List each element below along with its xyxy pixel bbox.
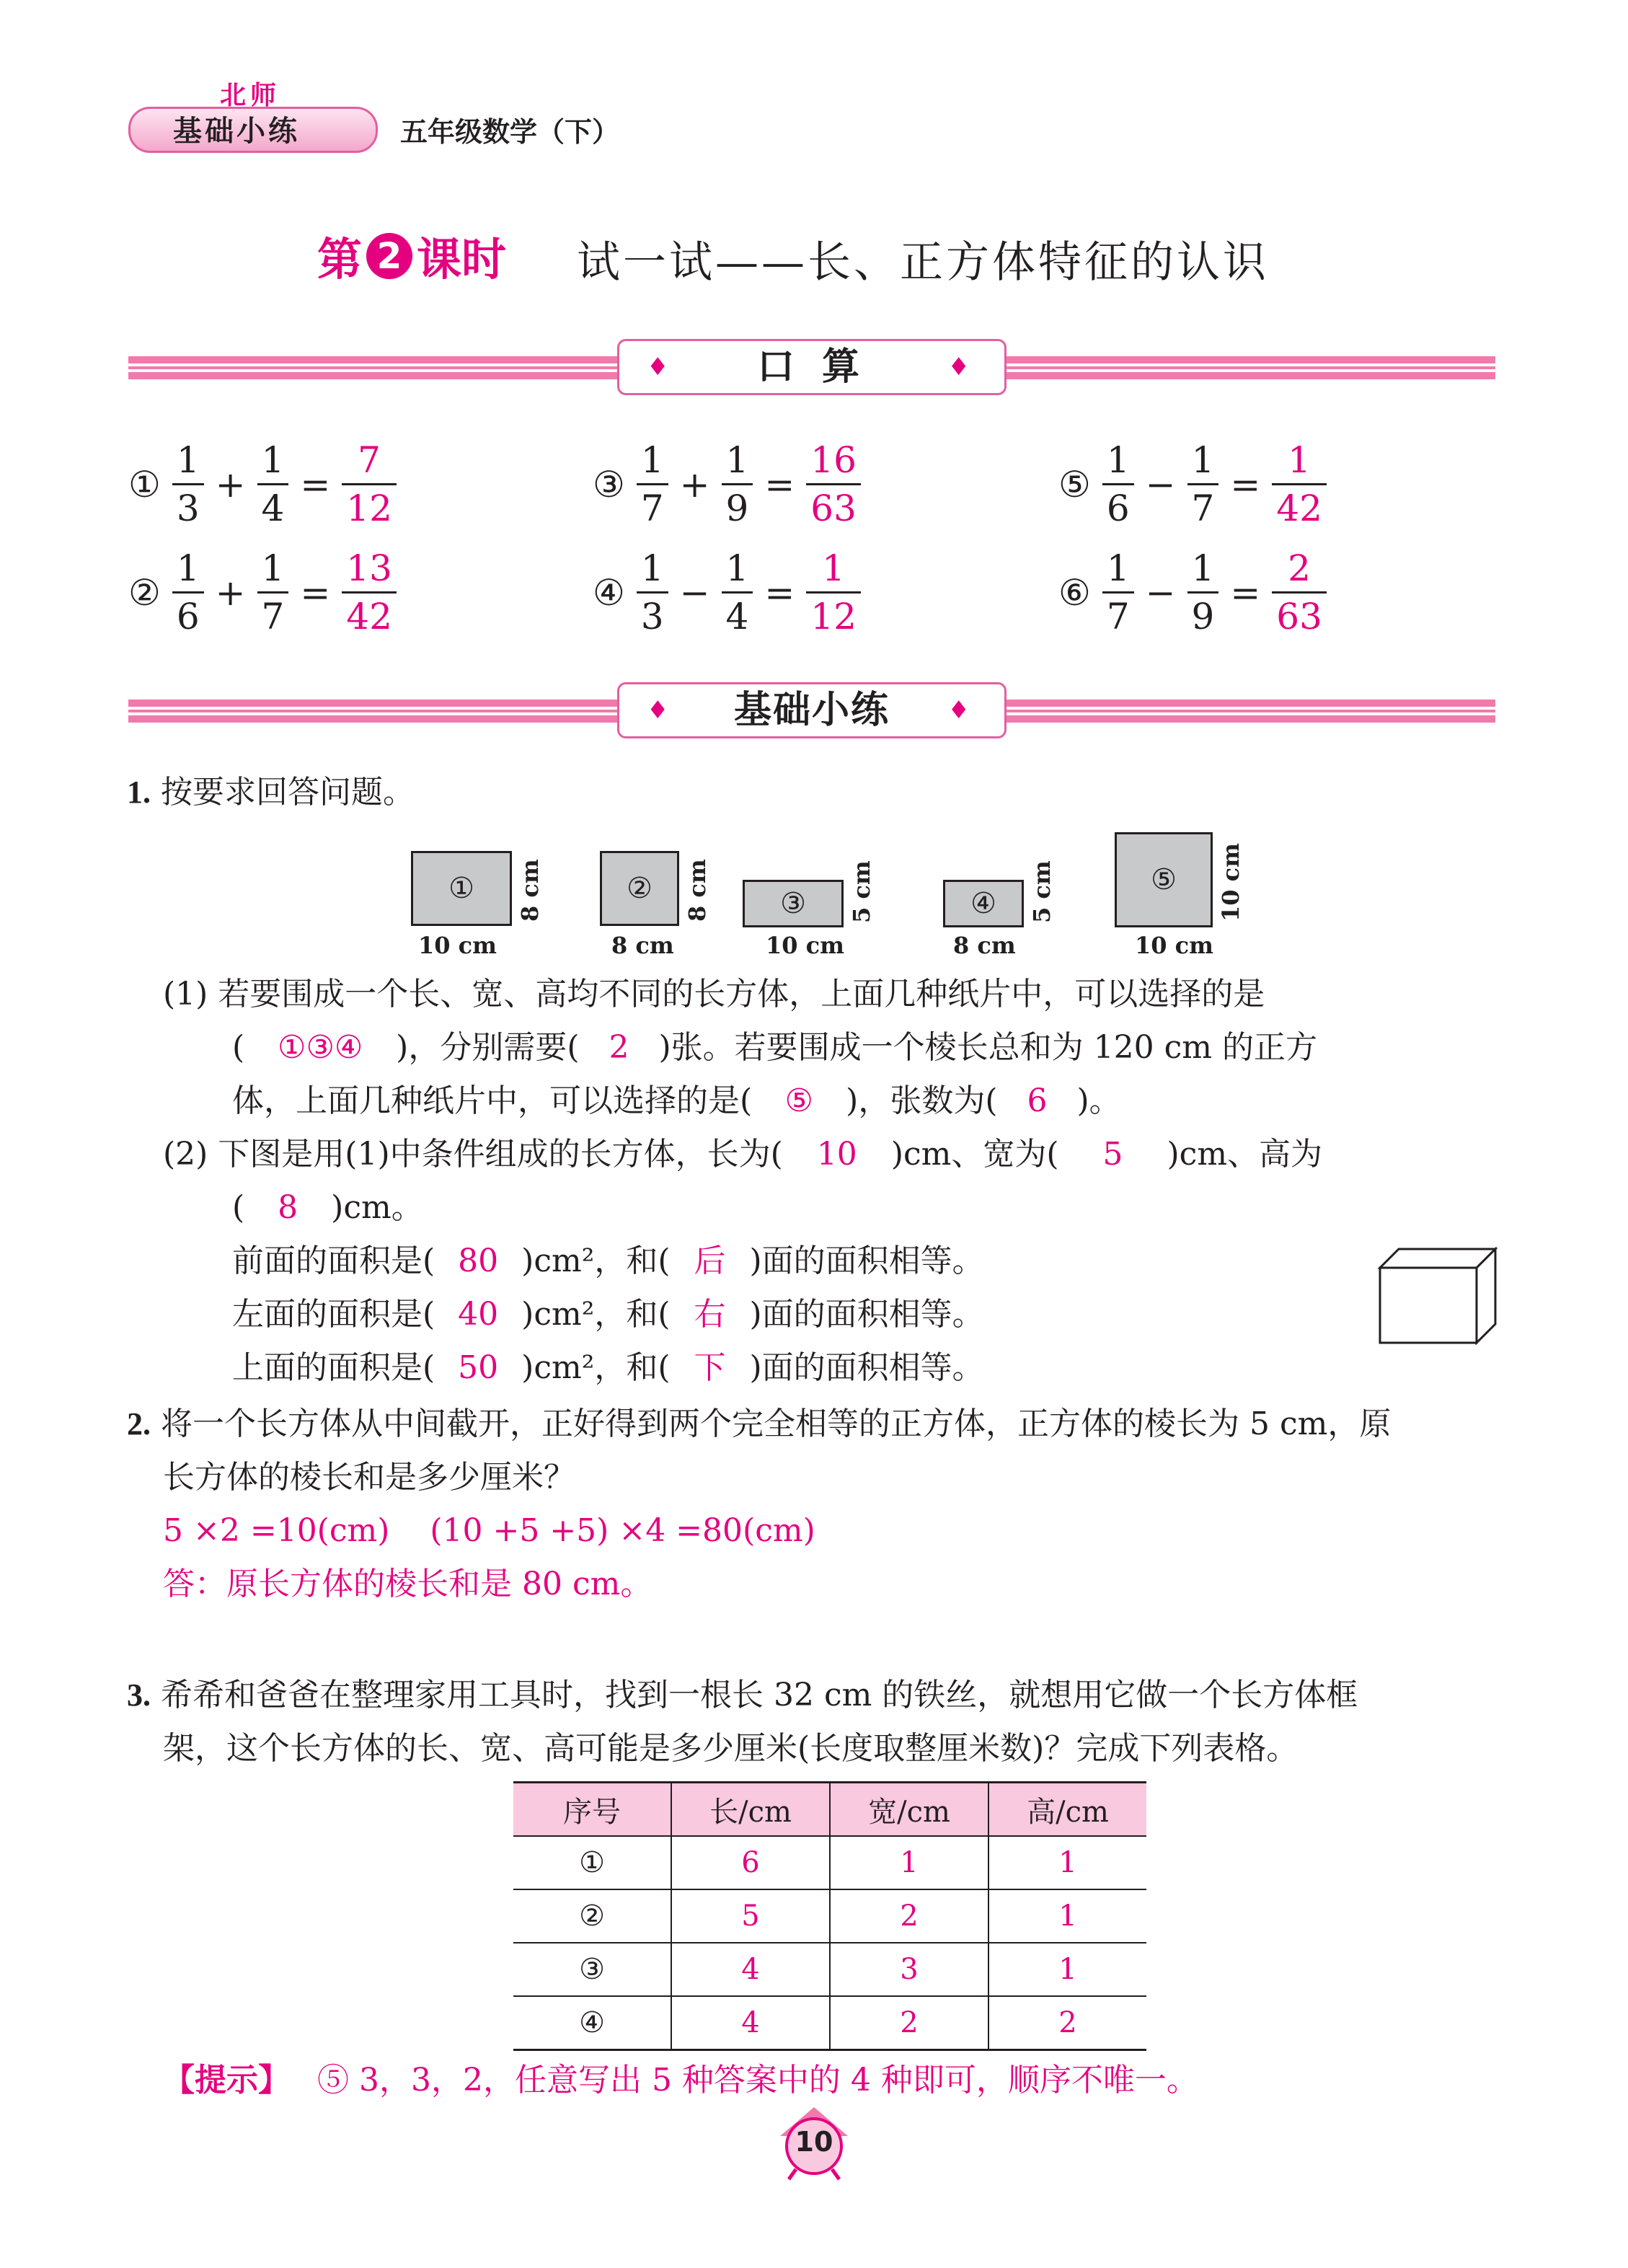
lesson-title: 试一试——长、正方体特征的认识 <box>577 237 1269 288</box>
paper-card-4: ④ <box>943 880 1024 927</box>
answer-fraction: $\frac{1}{12}$ <box>806 545 861 640</box>
face-area-row: 左面的面积是( 40 )cm²，和( 右 )面的面积相等。 <box>232 1288 984 1341</box>
table-cell: 1 <box>988 1836 1146 1889</box>
answer-blank: 10 <box>816 1136 857 1173</box>
card-1-height: 8 cm <box>516 859 544 922</box>
operator: + <box>215 463 246 506</box>
diamond-icon: ♦ <box>647 696 676 725</box>
equation-number: ⑤ <box>1058 463 1091 506</box>
answer-blank: 50 <box>458 1349 499 1386</box>
fraction: $\frac{1}{9}$ <box>722 437 753 531</box>
table-header-cell: 序号 <box>513 1783 671 1837</box>
card-1-width: 10 cm <box>418 932 497 959</box>
table-cell: 3 <box>830 1943 988 1996</box>
answer-fraction: $\frac{2}{63}$ <box>1272 545 1327 640</box>
lesson-prefix: 第 <box>317 233 363 286</box>
operator: + <box>679 463 710 506</box>
table-header-cell: 长/cm <box>671 1783 830 1837</box>
cuboid-figure <box>1377 1246 1500 1346</box>
section-bar-oral <box>128 345 1495 389</box>
answer-fraction: $\frac{1}{42}$ <box>1272 437 1327 531</box>
answer-fraction: $\frac{16}{63}$ <box>806 437 861 531</box>
answer-blank: 5 <box>1102 1136 1123 1173</box>
card-5-width: 10 cm <box>1135 932 1214 959</box>
table-cell: ④ <box>513 1996 671 2050</box>
fraction: $\frac{1}{7}$ <box>1187 437 1219 531</box>
q1-part2-line1: (2) 下图是用(1)中条件组成的长方体，长为( 10 )cm、宽为( 5 )cm、高为 <box>163 1128 1322 1181</box>
paper-card-5: ⑤ <box>1115 832 1213 927</box>
table-cell: 5 <box>671 1889 830 1943</box>
table-cell: 4 <box>671 1943 830 1996</box>
paper-card-1: ① <box>411 851 512 926</box>
fraction: $\frac{1}{4}$ <box>257 437 289 531</box>
lesson-number: 2 <box>366 233 412 279</box>
diamond-icon: ♦ <box>947 353 977 381</box>
q1-title: 按要求回答问题。 <box>161 774 415 811</box>
operator: − <box>1145 463 1176 506</box>
answer-blank: ⑤ <box>784 1082 813 1119</box>
answer-blank: ①③④ <box>278 1029 363 1066</box>
equation-number: ① <box>128 463 161 506</box>
table-cell: 1 <box>830 1836 988 1889</box>
card-3-width: 10 cm <box>766 932 845 959</box>
oral-equation <box>593 437 865 531</box>
q3-line2: 架，这个长方体的长、宽、高可能是多少厘米(长度取整厘米数)？完成下列表格。 <box>163 1730 1299 1767</box>
q2-answer-statement: 答：原长方体的棱长和是 80 cm。 <box>163 1566 652 1602</box>
oral-equation <box>1058 437 1331 531</box>
operator: − <box>1145 571 1176 614</box>
table-cell: 1 <box>988 1889 1146 1943</box>
equals-sign: = <box>764 463 795 506</box>
lesson-suffix: 课时 <box>417 233 507 286</box>
section-title-oral <box>617 339 1007 395</box>
q1-part1-line3: 体，上面几种纸片中，可以选择的是( ⑤ )，张数为( 6 )。 <box>232 1075 1121 1128</box>
table-row <box>513 1943 1146 1996</box>
q1-number: 1. <box>127 775 151 810</box>
answer-blank: 2 <box>609 1029 629 1066</box>
book-subtitle: 五年级数学（下） <box>400 116 620 148</box>
table-cell: 2 <box>830 1889 988 1943</box>
lesson-label <box>317 224 506 288</box>
operator: − <box>679 571 710 614</box>
q3-text: 希希和爸爸在整理家用工具时，找到一根长 32 cm 的铁丝，就想用它做一个长方体框 <box>161 1677 1358 1713</box>
dimension-table <box>513 1781 1146 2051</box>
answer-blank: 40 <box>458 1296 499 1333</box>
operator: + <box>215 571 246 614</box>
table-row <box>513 1889 1146 1943</box>
card-2-height: 8 cm <box>684 859 711 922</box>
answer-blank: 8 <box>278 1189 298 1226</box>
q2-text: 将一个长方体从中间截开，正好得到两个完全相等的正方体，正方体的棱长为 5 cm，原 <box>161 1406 1392 1442</box>
equals-sign: = <box>300 463 331 506</box>
equation-number: ④ <box>593 571 625 614</box>
equals-sign: = <box>1230 463 1261 506</box>
equation-number: ② <box>128 571 161 614</box>
q3-number: 3. <box>127 1677 151 1713</box>
section-basic-label: 基础小练 <box>733 689 890 732</box>
fraction: $\frac{1}{7}$ <box>257 545 289 640</box>
table-row <box>513 1996 1146 2050</box>
oral-equation <box>128 545 401 640</box>
table-cell: ① <box>513 1836 671 1889</box>
card-3-height: 5 cm <box>848 860 875 923</box>
q1-heading <box>127 766 415 819</box>
answer-fraction: $\frac{13}{42}$ <box>342 545 397 640</box>
hint <box>163 2054 1198 2100</box>
table-cell: 6 <box>671 1836 830 1889</box>
table-cell: 2 <box>988 1996 1146 2050</box>
fraction: $\frac{1}{4}$ <box>722 545 753 640</box>
oral-equation <box>593 545 865 640</box>
card-4-height: 5 cm <box>1028 860 1056 923</box>
fraction: $\frac{1}{7}$ <box>637 437 668 531</box>
table-cell: 4 <box>671 1996 830 2050</box>
q2-number: 2. <box>127 1406 151 1442</box>
equation-number: ⑥ <box>1058 571 1091 614</box>
face-area-row: 上面的面积是( 50 )cm²，和( 下 )面的面积相等。 <box>232 1341 984 1395</box>
q1-part1-line2: ( ①③④ )，分别需要( 2 )张。若要围成一个棱长总和为 120 cm 的正方 <box>232 1021 1317 1075</box>
q2-answer-calc: 5 ×2 =10(cm) (10 +5 +5) ×4 =80(cm) <box>163 1512 815 1549</box>
answer-blank: 右 <box>694 1296 726 1333</box>
equation-number: ③ <box>593 463 625 506</box>
fraction: $\frac{1}{6}$ <box>172 545 204 640</box>
answer-fraction: $\frac{7}{12}$ <box>342 437 397 531</box>
q1-part2-line2: ( 8 )cm。 <box>232 1181 423 1235</box>
hint-label: 【提示】 <box>163 2062 290 2099</box>
table-header-cell: 高/cm <box>988 1783 1146 1837</box>
q3-line1 <box>127 1669 1358 1722</box>
paper-card-3: ③ <box>743 880 844 927</box>
equals-sign: = <box>1230 571 1261 614</box>
fraction: $\frac{1}{3}$ <box>637 545 668 640</box>
hint-text: ⑤ 3，3，2，任意写出 5 种答案中的 4 种即可，顺序不唯一。 <box>317 2062 1198 2099</box>
table-row <box>513 1836 1146 1889</box>
face-area-row: 前面的面积是( 80 )cm²，和( 后 )面的面积相等。 <box>232 1235 984 1288</box>
answer-blank: 下 <box>694 1349 726 1386</box>
fraction: $\frac{1}{7}$ <box>1102 545 1134 640</box>
q2-line1 <box>127 1398 1391 1451</box>
fraction: $\frac{1}{3}$ <box>172 437 204 531</box>
card-4-width: 8 cm <box>953 932 1016 959</box>
section-title-basic <box>617 682 1007 738</box>
equals-sign: = <box>300 571 331 614</box>
table-header-cell: 宽/cm <box>830 1783 988 1837</box>
paper-card-2: ② <box>600 851 679 926</box>
table-cell: ② <box>513 1889 671 1943</box>
diamond-icon: ♦ <box>947 696 977 725</box>
fraction: $\frac{1}{6}$ <box>1102 437 1134 531</box>
section-oral-label: 口 算 <box>756 345 867 389</box>
answer-blank: 后 <box>694 1243 726 1279</box>
answer-blank: 80 <box>458 1243 499 1279</box>
oral-equation <box>1058 545 1331 640</box>
section-bar-basic <box>128 689 1495 732</box>
q2-line2: 长方体的棱长和是多少厘米？ <box>163 1459 575 1496</box>
card-5-height: 10 cm <box>1217 842 1244 922</box>
fraction: $\frac{1}{9}$ <box>1187 545 1219 640</box>
diamond-icon: ♦ <box>647 353 676 381</box>
card-2-width: 8 cm <box>611 932 674 959</box>
q1-part1-line1: (1) 若要围成一个长、宽、高均不同的长方体，上面几种纸片中，可以选择的是 <box>163 976 1265 1012</box>
page-number: 10 <box>795 2126 833 2158</box>
table-cell: 2 <box>830 1996 988 2050</box>
brand-publisher: 北师 <box>220 81 281 110</box>
brand-title: 基础小练 <box>173 115 300 148</box>
equals-sign: = <box>764 571 795 614</box>
table-cell: ③ <box>513 1943 671 1996</box>
table-cell: 1 <box>988 1943 1146 1996</box>
oral-equation <box>128 437 401 531</box>
answer-blank: 6 <box>1027 1082 1048 1119</box>
